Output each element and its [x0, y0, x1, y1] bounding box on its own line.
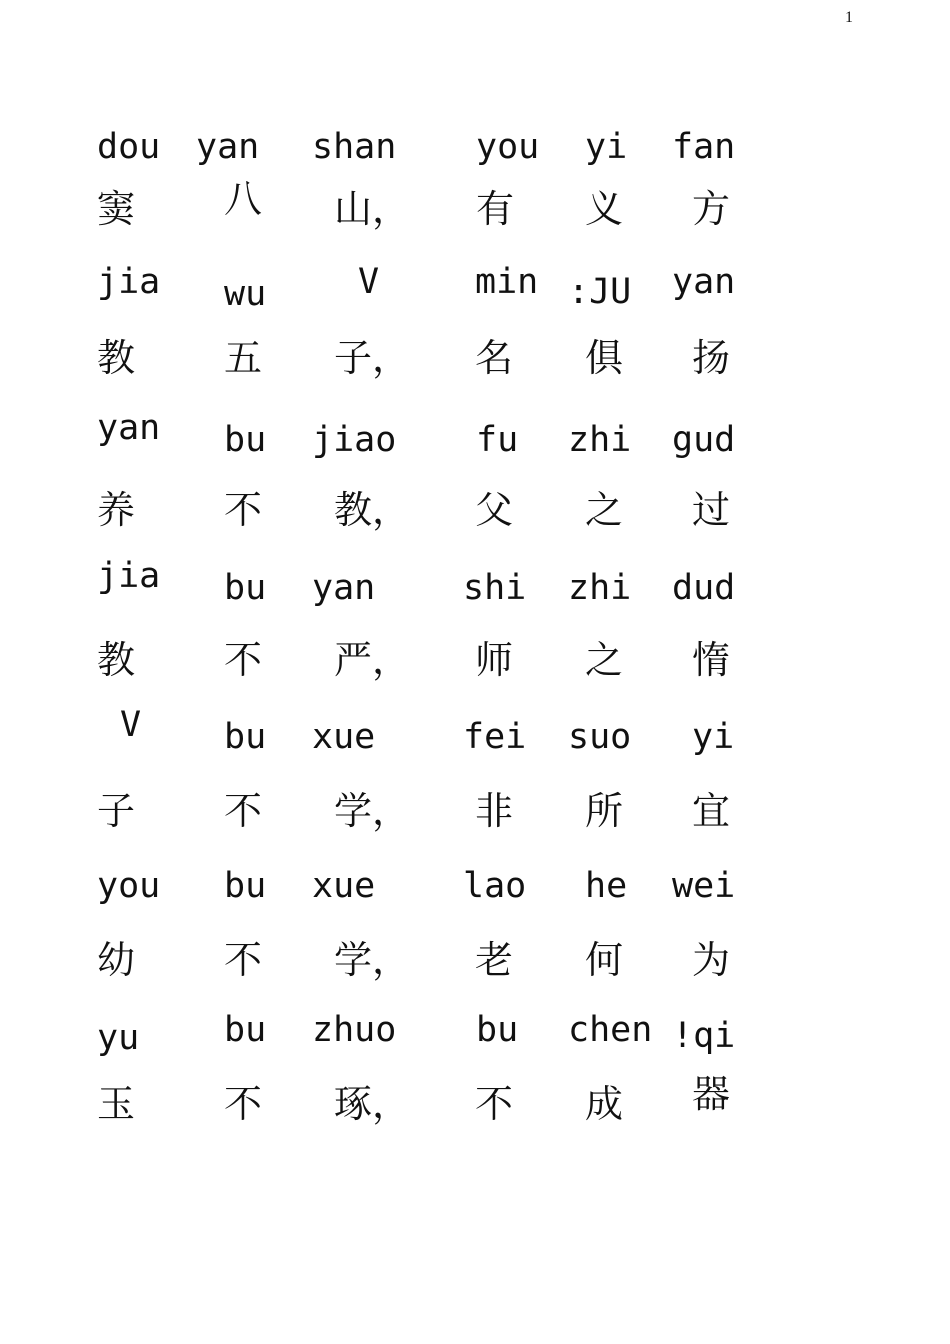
pinyin-syllable: wei: [672, 866, 736, 906]
hanzi-character: 山，: [334, 187, 411, 231]
hanzi-character: 不: [224, 488, 263, 532]
pinyin-syllable: bu: [224, 568, 267, 608]
hanzi-character: 不: [475, 1082, 514, 1126]
verse-line-2: [0, 260, 950, 400]
pinyin-syllable: shan: [312, 127, 397, 167]
pinyin-syllable: fan: [672, 127, 736, 167]
verse-line-7: [0, 1010, 950, 1150]
pinyin-syllable: bu: [224, 420, 267, 460]
hanzi-character: 琢，: [334, 1082, 411, 1126]
hanzi-character: 不: [224, 938, 263, 982]
hanzi-character: 老: [475, 938, 514, 982]
hanzi-character: 为: [692, 938, 731, 982]
hanzi-character: 义: [585, 187, 624, 231]
pinyin-syllable: min: [475, 262, 539, 302]
pinyin-syllable: suo: [568, 717, 632, 757]
pinyin-syllable: chen: [568, 1010, 653, 1050]
pinyin-syllable: shi: [463, 568, 527, 608]
page-number: 1: [845, 9, 853, 26]
hanzi-character: 名: [475, 336, 514, 380]
pinyin-syllable: yan: [672, 262, 736, 302]
hanzi-character: 学，: [334, 789, 411, 833]
hanzi-character: 严，: [334, 638, 411, 682]
hanzi-character: 学，: [334, 938, 411, 982]
pinyin-syllable: jia: [97, 556, 161, 596]
verse-line-4: [0, 556, 950, 696]
hanzi-character: 之: [585, 488, 624, 532]
pinyin-syllable: bu: [476, 1010, 519, 1050]
pinyin-syllable: xue: [312, 717, 376, 757]
pinyin-syllable: fu: [476, 420, 519, 460]
hanzi-character: 扬: [692, 336, 731, 380]
hanzi-character: 有: [476, 187, 515, 231]
hanzi-character: 子: [97, 789, 136, 833]
pinyin-syllable: bu: [224, 866, 267, 906]
pinyin-syllable: you: [97, 866, 161, 906]
verse-line-3: [0, 408, 950, 548]
hanzi-character: 何: [585, 938, 624, 982]
pinyin-syllable: gud: [672, 420, 736, 460]
pinyin-syllable: wu: [224, 274, 267, 314]
pinyin-syllable: dud: [672, 568, 736, 608]
pinyin-syllable: yi: [585, 127, 628, 167]
pinyin-syllable: fei: [463, 717, 527, 757]
hanzi-character: 方: [692, 187, 731, 231]
hanzi-character: 惰: [692, 638, 731, 682]
pinyin-syllable: bu: [224, 717, 267, 757]
hanzi-character: 过: [692, 488, 731, 532]
pinyin-syllable: you: [476, 127, 540, 167]
verse-line-6: [0, 866, 950, 1006]
hanzi-character: 非: [475, 789, 514, 833]
pinyin-syllable: V: [120, 705, 142, 745]
hanzi-character: 五: [224, 336, 263, 380]
pinyin-syllable: jia: [97, 262, 161, 302]
hanzi-character: 不: [224, 789, 263, 833]
pinyin-syllable: yan: [196, 127, 260, 167]
hanzi-character: 子，: [334, 336, 411, 380]
hanzi-character: 教: [97, 336, 136, 380]
pinyin-syllable: he: [585, 866, 628, 906]
hanzi-character: 窦: [97, 187, 136, 231]
pinyin-syllable: yu: [97, 1018, 140, 1058]
hanzi-character: 师: [475, 638, 514, 682]
hanzi-character: 宜: [692, 789, 731, 833]
pinyin-syllable: lao: [463, 866, 527, 906]
verse-line-1: [0, 125, 950, 265]
pinyin-syllable: yan: [97, 408, 161, 448]
hanzi-character: 成: [585, 1082, 624, 1126]
hanzi-character: 父: [475, 488, 514, 532]
pinyin-syllable: zhi: [568, 420, 632, 460]
hanzi-character: 教，: [334, 488, 411, 532]
hanzi-character: 不: [224, 638, 263, 682]
pinyin-syllable: zhuo: [312, 1010, 397, 1050]
pinyin-syllable: jiao: [312, 420, 397, 460]
hanzi-character: 八: [224, 177, 263, 221]
pinyin-syllable: V: [358, 262, 380, 302]
pinyin-syllable: yi: [692, 717, 735, 757]
hanzi-character: 所: [585, 789, 624, 833]
pinyin-syllable: bu: [224, 1010, 267, 1050]
hanzi-character: 幼: [97, 938, 136, 982]
hanzi-character: 教: [97, 638, 136, 682]
hanzi-character: 养: [97, 488, 136, 532]
pinyin-syllable: :JU: [568, 272, 632, 312]
pinyin-syllable: xue: [312, 866, 376, 906]
hanzi-character: 之: [585, 638, 624, 682]
pinyin-syllable: yan: [312, 568, 376, 608]
hanzi-character: 不: [224, 1082, 263, 1126]
pinyin-syllable: zhi: [568, 568, 632, 608]
hanzi-character: 俱: [585, 336, 624, 380]
pinyin-syllable: dou: [97, 127, 161, 167]
pinyin-syllable: !qi: [672, 1016, 736, 1056]
hanzi-character: 器: [692, 1072, 731, 1116]
hanzi-character: 玉: [97, 1082, 136, 1126]
verse-line-5: [0, 705, 950, 845]
